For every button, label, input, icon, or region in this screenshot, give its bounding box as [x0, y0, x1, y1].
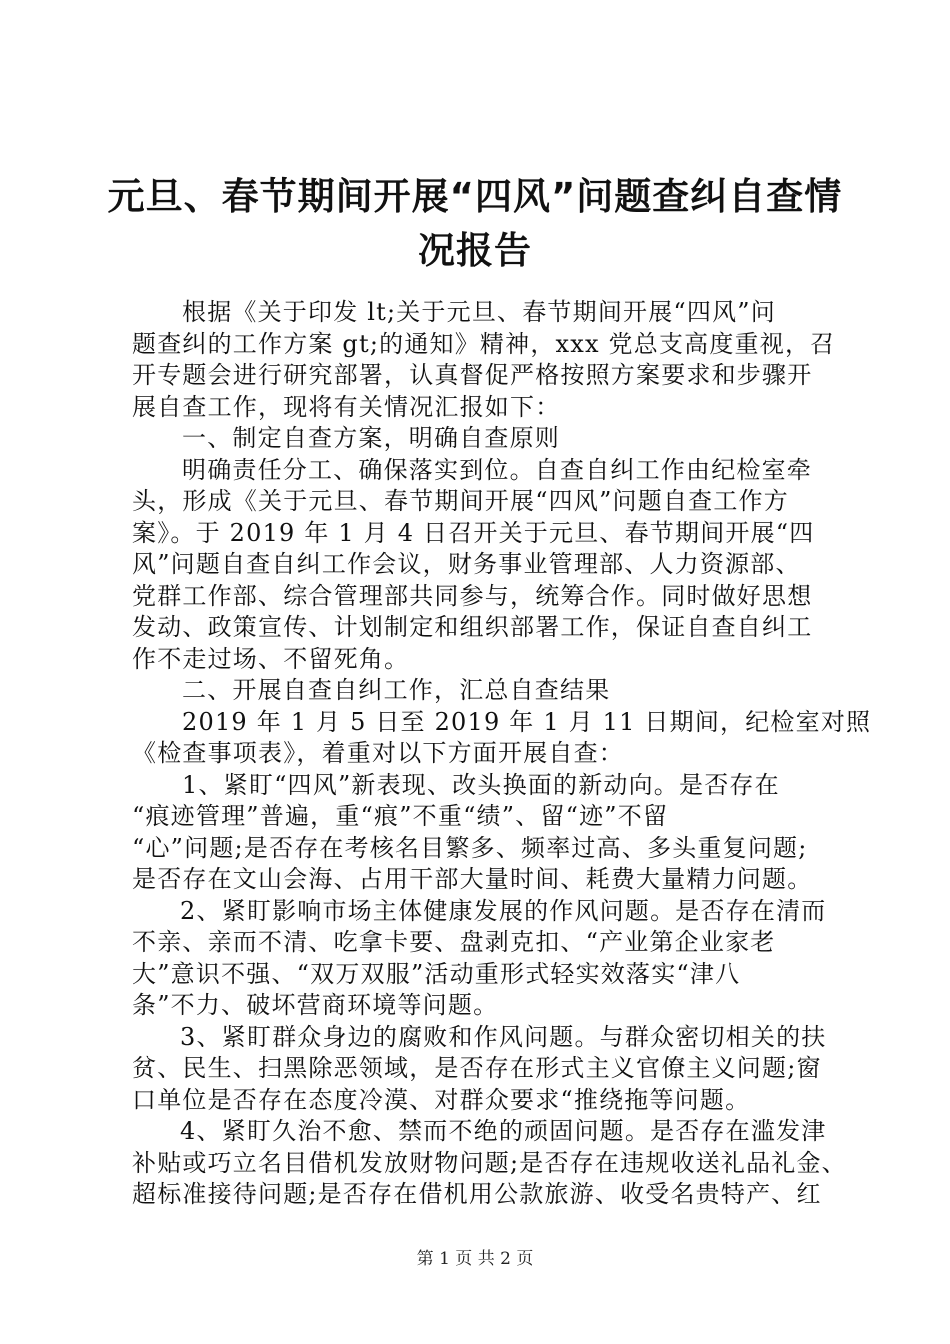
body-line: 《检查事项表》，着重对以下方面开展自查：: [132, 739, 624, 767]
body-line: 明确责任分工、确保落实到位。自查自纠工作由纪检室牵: [182, 455, 812, 484]
body-line: 贫、民生、扫黑除恶领域，是否存在形式主义官僚主义问题;窗: [132, 1054, 822, 1082]
body-line: 案》。于 2019 年 1 月 4 日召开关于元旦、春节期间开展“四: [132, 518, 815, 547]
body-line: 不亲、亲而不清、吃拿卡要、盘剥克扣、“产业第企业家老: [132, 928, 776, 956]
page-number-footer: 第 1 页 共 2 页: [416, 1249, 534, 1269]
body-line: 展自查工作，现将有关情况汇报如下：: [132, 392, 561, 421]
body-line: 风”问题自查自纠工作会议，财务事业管理部、人力资源部、: [132, 550, 801, 578]
body-line: 大”意识不强、“双万双服”活动重形式轻实效落实“津八: [132, 959, 741, 988]
list-item-2: 2、紧盯影响市场主体健康发展的作风问题。是否存在清而: [180, 896, 827, 925]
list-item-1: 1、紧盯“四风”新表现、改头换面的新动向。是否存在: [182, 770, 780, 799]
body-line: 是否存在文山会海、占用干部大量时间、耗费大量精力问题。: [132, 865, 813, 893]
body-line: 口单位是否存在态度冷漠、对群众要求“推绕拖等问题。: [132, 1085, 751, 1114]
document-body: [132, 297, 872, 1211]
body-line: 作不走过场、不留死角。: [132, 644, 410, 673]
body-line: 根据《关于印发 lt;关于元旦、春节期间开展“四风”问: [182, 298, 776, 326]
section-heading-1: 一、制定自查方案，明确自查原则: [182, 424, 560, 452]
body-line: “心”问题;是否存在考核名目繁多、频率过高、多头重复问题;: [132, 833, 808, 862]
document-title-line-2: 况报告: [418, 229, 532, 272]
body-line: 条”不力、破坏营商环境等问题。: [132, 991, 499, 1019]
body-line: 题查纠的工作方案 gt;的通知》精神，xxx 党总支高度重视，召: [132, 329, 836, 358]
body-line: 2019 年 1 月 5 日至 2019 年 1 月 11 日期间，纪检室对照: [182, 707, 872, 736]
body-line: 党群工作部、综合管理部共同参与，统筹合作。同时做好思想: [132, 581, 813, 610]
section-heading-2: 二、开展自查自纠工作，汇总自查结果: [182, 676, 611, 704]
body-line: 超标准接待问题;是否存在借机用公款旅游、收受名贵特产、红: [132, 1180, 822, 1208]
document-title-line-1: 元旦、春节期间开展“四风”问题查纠自查情: [107, 175, 843, 218]
body-line: 补贴或巧立名目借机发放财物问题;是否存在违规收送礼品礼金、: [132, 1148, 847, 1177]
body-line: 头，形成《关于元旦、春节期间开展“四风”问题自查工作方: [132, 487, 789, 515]
list-item-4: 4、紧盯久治不愈、禁而不绝的顽固问题。是否存在滥发津: [180, 1117, 827, 1145]
body-line: 发动、政策宣传、计划制定和组织部署工作，保证自查自纠工: [132, 613, 813, 641]
list-item-3: 3、紧盯群众身边的腐败和作风问题。与群众密切相关的扶: [180, 1022, 827, 1051]
body-line: 开专题会进行研究部署，认真督促严格按照方案要求和步骤开: [132, 361, 813, 389]
body-line: “痕迹管理”普遍，重“痕”不重“绩”、留“迹”不留: [132, 802, 669, 830]
